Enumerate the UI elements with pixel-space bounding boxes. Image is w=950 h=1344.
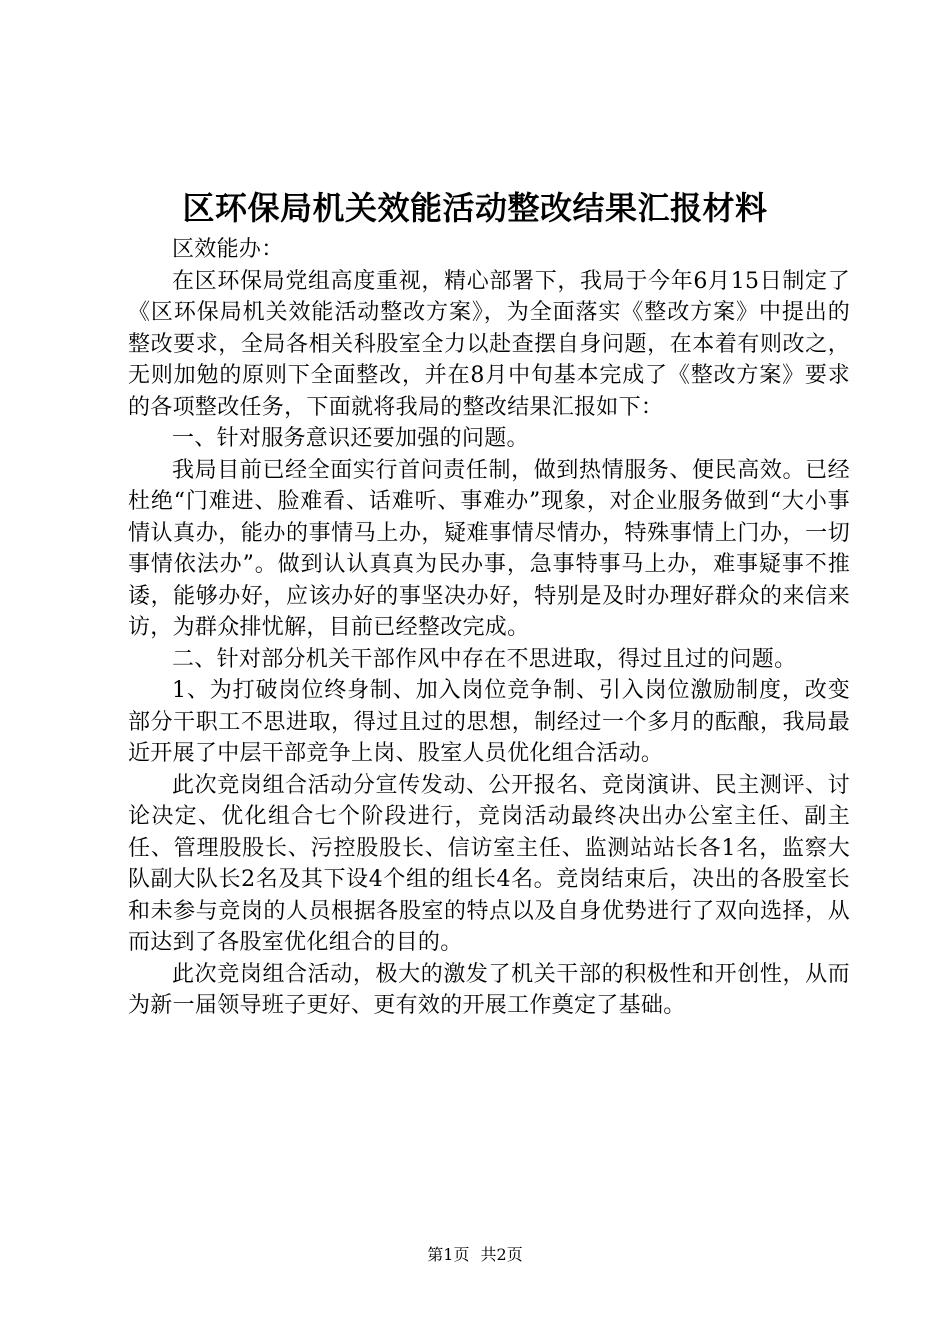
- section-1-paragraph: 我局目前已经全面实行首问责任制，做到热情服务、便民高效。已经杜绝“门难进、脸难看、话难听、事难办”现象，对企业服务做到“大小事情认真办，能办的事情马上办，疑难事情尽情办，特殊事情上门办，一切事情依法办”。做到认认真真为民办事，急事特事马上办，难事疑事不推诿，能够办好，应该办好的事坚决办好，特别是及时办理好群众的来信来访，为群众排忧解，目前已经整改完成。: [128, 457, 850, 640]
- document-title: 区环保局机关效能活动整改结果汇报材料: [182, 189, 768, 227]
- document-body: [128, 234, 850, 1022]
- total-page-count: 共2页: [480, 1245, 523, 1264]
- section-heading-2: 二、针对部分机关干部作风中存在不思进取，得过且过的问题。: [172, 646, 797, 672]
- intro-paragraph: 在区环保局党组高度重视，精心部署下，我局于今年6月15日制定了《区环保局机关效能活动整改方案》，为全面落实《整改方案》中提出的整改要求，全局各相关科股室全力以赴查摆自身问题，在本着有则改之，无则加勉的原则下全面整改，并在8月中旬基本完成了《整改方案》要求的各项整改任务，下面就将我局的整改结果汇报如下：: [128, 268, 850, 420]
- current-page-number: 第1页: [427, 1245, 470, 1264]
- salutation: 区效能办：: [172, 237, 284, 262]
- section-2-item-1: 1、为打破岗位终身制、加入岗位竞争制、引入岗位激励制度，改变部分干职工不思进取，得过且过的思想，制经过一个多月的酝酿，我局最近开展了中层干部竞争上岗、股室人员优化组合活动。: [128, 678, 850, 766]
- section-2-paragraph-2: 此次竞岗组合活动分宣传发动、公开报名、竞岗演讲、民主测评、讨论决定、优化组合七个阶段进行，竞岗活动最终决出办公室主任、副主任、管理股股长、污控股股长、信访室主任、监测站站长各1名，监察大队副大队长2名及其下设4个组的组长4名。竞岗结束后，决出的各股室长和未参与竞岗的人员根据各股室的特点以及自身优势进行了双向选择，从而达到了各股室优化组合的目的。: [128, 772, 850, 955]
- page-footer: [0, 1244, 950, 1266]
- section-2-paragraph-3: 此次竞岗组合活动，极大的激发了机关干部的积极性和开创性，从而为新一届领导班子更好、更有效的开展工作奠定了基础。: [128, 961, 850, 1018]
- section-heading-1: 一、针对服务意识还要加强的问题。: [172, 426, 529, 451]
